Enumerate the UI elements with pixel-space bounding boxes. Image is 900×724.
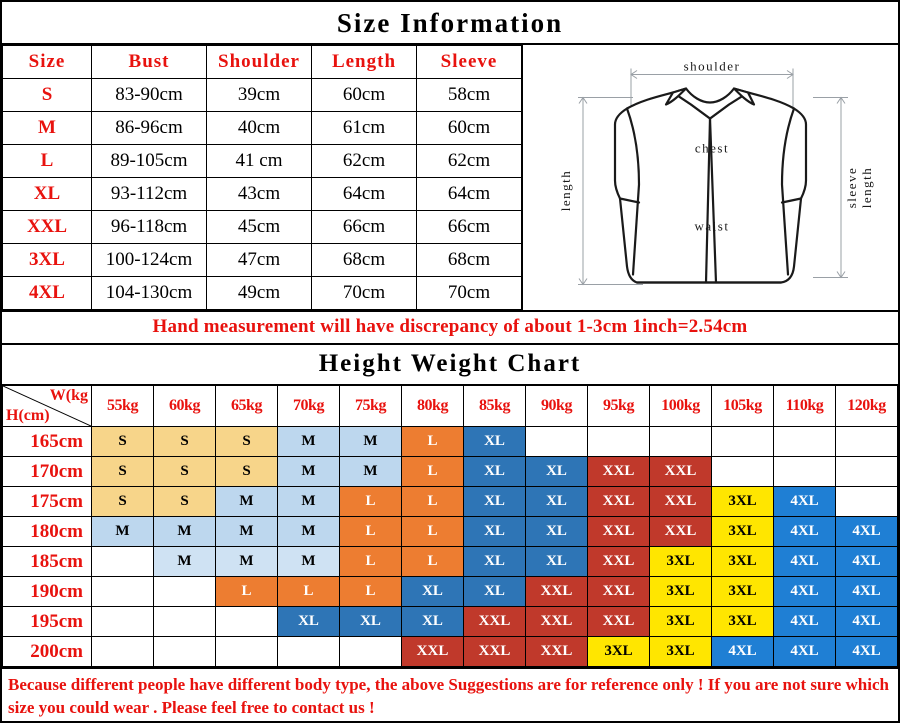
size-table-header-cell: Sleeve [417,46,522,79]
hw-cell: 3XL [650,577,712,607]
hw-cell: 4XL [774,547,836,577]
hw-cell: M [278,487,340,517]
hw-row [3,457,898,487]
hw-height-label: 190cm [3,577,92,607]
hw-cell: XL [278,607,340,637]
sleeve-cell: 58cm [417,79,522,112]
bust-cell: 96-118cm [92,211,207,244]
sleeve-cell: 60cm [417,112,522,145]
hw-cell [340,637,402,667]
shoulder-cell: 40cm [207,112,312,145]
hw-cell: L [402,457,464,487]
hw-cell: XXL [464,637,526,667]
hw-row [3,637,898,667]
hw-height-label: 175cm [3,487,92,517]
size-cell: S [3,79,92,112]
hw-cell: 3XL [650,607,712,637]
hw-cell: XXL [588,517,650,547]
size-table [2,45,522,310]
sleeve-cell: 70cm [417,277,522,310]
table-row [3,211,522,244]
hw-height-label: 180cm [3,517,92,547]
hw-cell [526,427,588,457]
shoulder-cell: 45cm [207,211,312,244]
footer-note: Because different people have different body type, the above Suggestions are for reference only ! If you are not sure which size you could wear . Please feel free to contact us ! [2,667,898,724]
hw-cell: XL [464,487,526,517]
length-cell: 60cm [312,79,417,112]
hw-cell: L [402,547,464,577]
hw-cell: 4XL [774,607,836,637]
hw-cell [154,577,216,607]
size-cell: 3XL [3,244,92,277]
hw-cell: XL [526,547,588,577]
hw-row [3,487,898,517]
table-row [3,79,522,112]
hw-cell: M [278,457,340,487]
hw-cell: XXL [588,487,650,517]
table-row [3,178,522,211]
size-table-header-cell: Length [312,46,417,79]
length-cell: 66cm [312,211,417,244]
shoulder-cell: 39cm [207,79,312,112]
hw-cell: 4XL [774,517,836,547]
hw-cell: XXL [650,487,712,517]
sleeve-cell: 66cm [417,211,522,244]
label-shoulder: shoulder [683,58,741,74]
hw-cell: M [216,517,278,547]
hw-cell [588,427,650,457]
hw-cell: XL [464,457,526,487]
hw-cell: L [340,577,402,607]
hw-cell: M [340,427,402,457]
hw-weight-header: 105kg [712,385,774,427]
hw-cell: L [402,487,464,517]
hw-cell: S [92,457,154,487]
hw-cell: S [216,457,278,487]
shirt-illustration [523,45,898,310]
hw-cell: XL [464,547,526,577]
hw-weight-header: 90kg [526,385,588,427]
size-cell: XXL [3,211,92,244]
hw-height-label: 200cm [3,637,92,667]
hw-cell: XL [526,517,588,547]
label-length: length [558,169,573,212]
size-table-container [2,45,523,310]
hw-weight-header: 100kg [650,385,712,427]
hw-cell [712,457,774,487]
length-cell: 70cm [312,277,417,310]
hw-weight-header: 80kg [402,385,464,427]
hw-weight-header: 75kg [340,385,402,427]
size-table-header-row [3,46,522,79]
hw-cell: 4XL [836,577,898,607]
hw-cell [278,637,340,667]
sleeve-cell: 62cm [417,145,522,178]
bust-cell: 86-96cm [92,112,207,145]
size-cell: XL [3,178,92,211]
hw-cell: M [216,487,278,517]
hw-cell: XL [340,607,402,637]
hw-cell [836,487,898,517]
hw-cell: 3XL [712,577,774,607]
size-table-header-cell: Size [3,46,92,79]
hw-cell [712,427,774,457]
hw-cell: S [216,427,278,457]
hw-cell: 4XL [774,637,836,667]
hw-cell [92,547,154,577]
bust-cell: 104-130cm [92,277,207,310]
hw-cell [92,637,154,667]
table-row [3,112,522,145]
hw-cell: L [216,577,278,607]
hw-row [3,577,898,607]
hw-weight-header: 95kg [588,385,650,427]
hw-cell: 3XL [650,547,712,577]
hw-weight-header: 110kg [774,385,836,427]
bust-cell: 93-112cm [92,178,207,211]
hw-corner-weight-label: W(kg [49,387,88,404]
hw-cell [774,427,836,457]
hw-cell: XL [402,577,464,607]
hw-cell: XL [526,487,588,517]
hw-cell: 3XL [712,607,774,637]
bust-cell: 100-124cm [92,244,207,277]
hw-weight-header: 55kg [92,385,154,427]
label-waist: waist [694,218,730,234]
hw-cell: M [278,547,340,577]
hw-cell: 4XL [836,637,898,667]
label-sleeve-length: length [859,166,874,209]
hw-cell [650,427,712,457]
hw-cell: XL [464,427,526,457]
hw-cell: L [402,427,464,457]
hw-cell: L [278,577,340,607]
shirt-diagram-icon [523,45,898,310]
hw-cell: M [278,427,340,457]
hw-cell: 4XL [836,517,898,547]
hw-cell: 3XL [712,487,774,517]
table-row [3,277,522,310]
hw-body [3,427,898,667]
length-cell: 64cm [312,178,417,211]
hw-cell: XXL [588,607,650,637]
hw-cell: XXL [526,637,588,667]
shoulder-cell: 49cm [207,277,312,310]
hw-cell: 4XL [836,547,898,577]
table-row [3,244,522,277]
top-section [2,43,898,310]
hw-weight-header: 85kg [464,385,526,427]
hw-cell: S [154,487,216,517]
hw-cell: 3XL [650,637,712,667]
label-sleeve: sleeve [844,166,859,209]
hw-cell [154,637,216,667]
hw-row [3,547,898,577]
size-cell: 4XL [3,277,92,310]
hw-cell: L [340,517,402,547]
hw-corner-cell [3,385,92,427]
bust-cell: 89-105cm [92,145,207,178]
hw-height-label: 165cm [3,427,92,457]
hw-cell: 4XL [774,577,836,607]
hw-cell: S [154,457,216,487]
hw-cell [92,577,154,607]
hw-weight-header: 70kg [278,385,340,427]
hw-cell: L [402,517,464,547]
hw-cell: XXL [526,577,588,607]
hw-cell: XXL [526,607,588,637]
hw-height-label: 195cm [3,607,92,637]
sleeve-cell: 68cm [417,244,522,277]
hw-cell: L [340,487,402,517]
hw-cell: M [154,547,216,577]
hw-cell: M [154,517,216,547]
length-cell: 61cm [312,112,417,145]
hw-weight-header: 65kg [216,385,278,427]
hw-cell: 3XL [712,547,774,577]
hw-cell: XL [464,577,526,607]
hw-cell: S [92,427,154,457]
hw-corner-height-label: H(cm) [6,407,50,424]
hw-cell [774,457,836,487]
hw-cell: L [340,547,402,577]
hw-cell: 4XL [836,607,898,637]
hw-cell: XXL [402,637,464,667]
hw-cell [154,607,216,637]
hw-cell: S [92,487,154,517]
height-weight-table [2,384,898,667]
page-title: Size Information [336,8,564,38]
hw-row [3,607,898,637]
hw-row [3,517,898,547]
hw-cell: 3XL [588,637,650,667]
hw-cell: M [340,457,402,487]
hw-cell: XL [526,457,588,487]
hw-cell [216,637,278,667]
hw-row [3,427,898,457]
shoulder-cell: 43cm [207,178,312,211]
size-table-header-cell: Bust [92,46,207,79]
hw-cell: M [216,547,278,577]
hw-weight-header: 60kg [154,385,216,427]
table-row [3,145,522,178]
hw-header-row [3,385,898,427]
size-cell: M [3,112,92,145]
hw-cell [92,607,154,637]
shoulder-cell: 41 cm [207,145,312,178]
label-chest: chest [694,140,730,156]
length-cell: 68cm [312,244,417,277]
hw-cell [836,457,898,487]
hw-cell: 3XL [712,517,774,547]
hw-cell: M [92,517,154,547]
hw-cell: M [278,517,340,547]
hw-cell: XXL [464,607,526,637]
hw-weight-header: 120kg [836,385,898,427]
measurement-note: Hand measurement will have discrepancy of about 1-3cm 1inch=2.54cm [2,310,898,345]
hw-height-label: 170cm [3,457,92,487]
size-cell: L [3,145,92,178]
hw-cell: XL [402,607,464,637]
hw-cell: 4XL [774,487,836,517]
hw-cell: XL [464,517,526,547]
size-table-header-cell: Shoulder [207,46,312,79]
hw-cell: XXL [650,517,712,547]
hw-cell: 4XL [712,637,774,667]
hw-cell [216,607,278,637]
sleeve-cell: 64cm [417,178,522,211]
hw-cell: XXL [588,577,650,607]
hw-height-label: 185cm [3,547,92,577]
hw-cell: XXL [650,457,712,487]
height-weight-title: Height Weight Chart [318,350,582,377]
bust-cell: 83-90cm [92,79,207,112]
hw-cell [836,427,898,457]
shoulder-cell: 47cm [207,244,312,277]
hw-cell: XXL [588,457,650,487]
length-cell: 62cm [312,145,417,178]
hw-cell: S [154,427,216,457]
hw-cell: XXL [588,547,650,577]
